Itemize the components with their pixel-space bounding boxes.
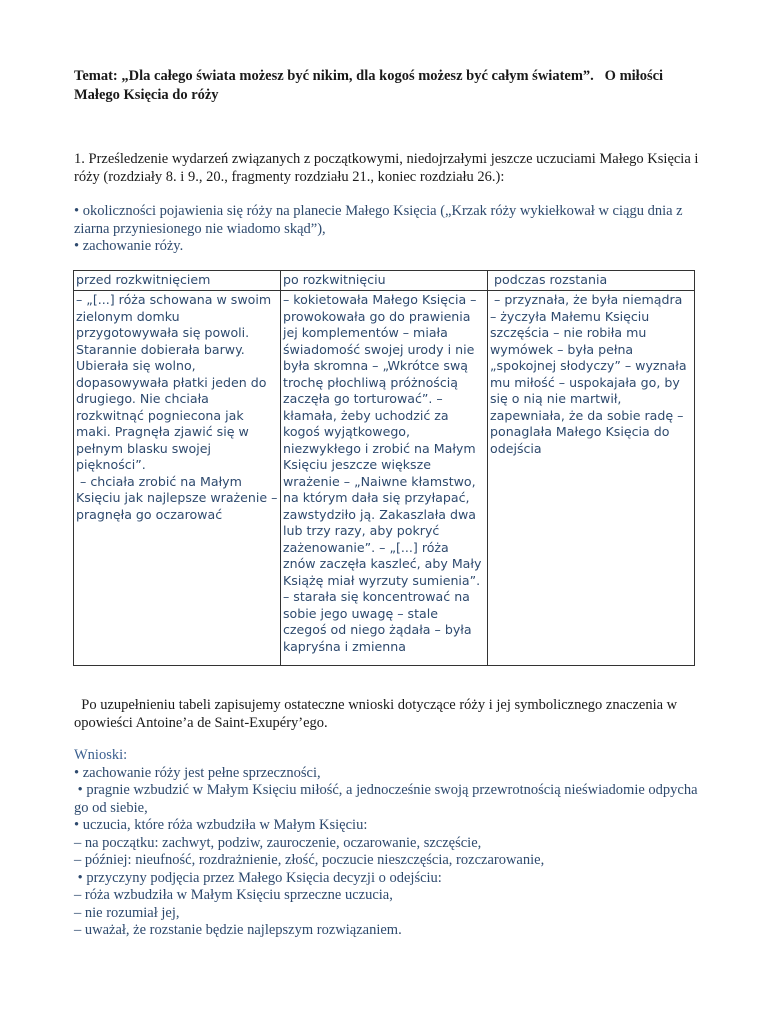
header-parting: podczas rozstania bbox=[488, 271, 695, 291]
cell-parting: – przyznała, że była niemądra – życzyła Małemu Księciu szczęścia – nie robiła mu wymówek – była pełna „spokojnej słodyczy” – wyznała mu miłość – uspokajała go, by się o nią nie martwił, zapewniała, że da sobie radę – ponaglała Małego Księcia do odejścia bbox=[488, 291, 695, 666]
list-item: • pragnie wzbudzić w Małym Księciu miłość, a jednocześnie swoją przewrotnością nieświadomie odpycha go od siebie, bbox=[74, 782, 702, 816]
document-title: Temat: „Dla całego świata możesz być nikim, dla kogoś możesz być całym światem”. O miłości Małego Księcia do róży bbox=[74, 68, 667, 103]
intro-paragraph: 1. Prześledzenie wydarzeń związanych z początkowymi, niedojrzałymi jeszcze uczuciami Małego Księcia i róży (rozdziały 8. i 9., 20., fragmenty rozdziału 21., koniec rozdziału 26.): bbox=[74, 151, 699, 185]
bullet-item: • zachowanie róży. bbox=[74, 238, 184, 254]
list-item: – później: nieufność, rozdrażnienie, złość, poczucie nieszczęścia, rozczarowanie, bbox=[74, 852, 545, 868]
header-before-bloom: przed rozkwitnięciem bbox=[74, 271, 281, 291]
bullet-item: • okoliczności pojawienia się róży na planecie Małego Księcia („Krzak róży wykiełkował w ciągu dnia z ziarna przyniesionego nie wiadomo skąd”), bbox=[74, 203, 683, 237]
rose-behavior-table bbox=[73, 270, 695, 666]
list-item: • przyczyny podjęcia przez Małego Księcia decyzji o odejściu: bbox=[74, 869, 442, 886]
list-item: • uczucia, które róża wzbudziła w Małym Księciu: bbox=[74, 817, 368, 833]
header-after-bloom: po rozkwitnięciu bbox=[281, 271, 488, 291]
cell-before-bloom: – „[...] róża schowana w swoim zielonym domku przygotowywała się powoli. Starannie dobierała barwy. Ubierała się wolno, dopasowywała płatki jeden do drugiego. Nie chciała rozkwitnąć pogniecona jak maki. Pragnęła zjawić się w pełnym blasku swojej piękności”. – chciała zrobić na Małym Księciu jak najlepsze wrażenie – pragnęła go oczarować bbox=[74, 291, 281, 666]
summary-paragraph: Po uzupełnieniu tabeli zapisujemy ostateczne wnioski dotyczące róży i jej symbolicznego znaczenia w opowieści Antoine’a de Saint-Exupéry’ego. bbox=[74, 697, 681, 731]
table-row bbox=[74, 291, 695, 666]
table-header-row bbox=[74, 271, 695, 291]
list-item: – na początku: zachwyt, podziw, zauroczenie, oczarowanie, szczęście, bbox=[74, 834, 482, 851]
conclusions-heading: Wnioski: bbox=[74, 747, 128, 763]
list-item: – uważał, że rozstanie będzie najlepszym rozwiązaniem. bbox=[74, 922, 402, 938]
intro-bullets bbox=[74, 203, 704, 256]
conclusions-section bbox=[74, 747, 714, 940]
list-item: – nie rozumiał jej, bbox=[74, 904, 180, 921]
cell-after-bloom: – kokietowała Małego Księcia – prowokowała go do prawienia jej komplementów – miała świadomość swojej urody i nie była skromna – „Wkrótce swą trochę płochliwą próżnością zaczęła go torturować”. – kłamała, żeby uchodzić za kogoś wyjątkowego, niezwykłego i zrobić na Małym Księciu jeszcze większe wrażenie – „Naiwne kłamstwo, na którym dała się przyłapać, zawstydziło ją. Zakaszlała dwa lub trzy razy, aby pokryć zażenowanie”. – „[...] róża znów zaczęła kaszleć, aby Mały Książę miał wyrzuty sumienia”. – starała się koncentrować na sobie jego uwagę – stale czegoś od niego żądała – była kapryśna i zmienna bbox=[281, 291, 488, 666]
list-item: – róża wzbudziła w Małym Księciu sprzeczne uczucia, bbox=[74, 887, 393, 903]
list-item: • zachowanie róży jest pełne sprzeczności, bbox=[74, 764, 321, 781]
